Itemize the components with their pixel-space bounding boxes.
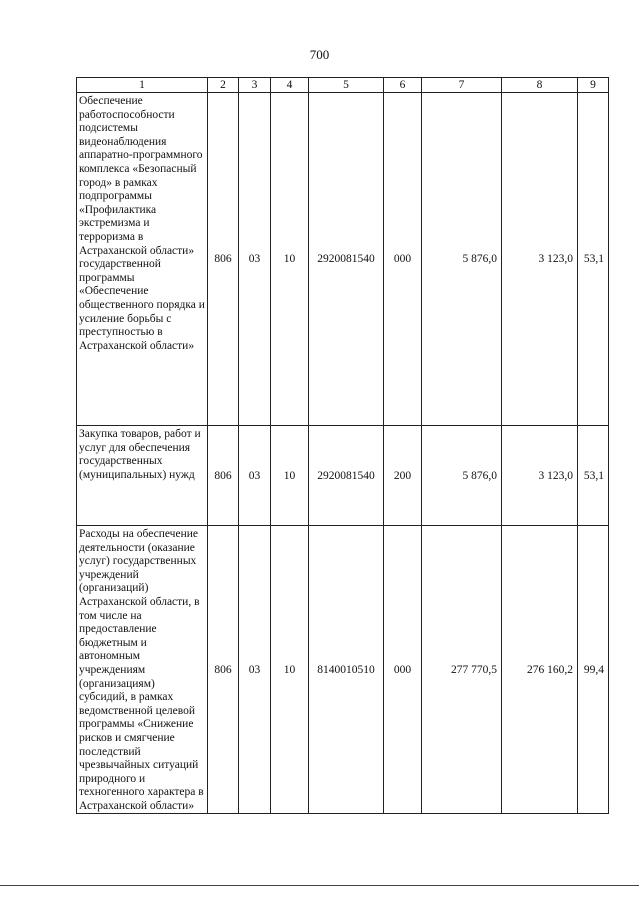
expense-type-code: 000 <box>384 526 422 814</box>
execution-percent: 99,4 <box>578 526 609 814</box>
actual-amount: 3 123,0 <box>502 426 578 526</box>
table-row <box>77 93 609 426</box>
table-header-row <box>77 78 609 93</box>
expense-type-code: 200 <box>384 426 422 526</box>
target-article-code: 2920081540 <box>309 426 384 526</box>
table-row <box>77 426 609 526</box>
planned-amount: 5 876,0 <box>422 426 502 526</box>
execution-percent: 53,1 <box>578 93 609 426</box>
section-code: 03 <box>239 526 271 814</box>
header-cell: 7 <box>422 78 502 93</box>
header-cell: 8 <box>502 78 578 93</box>
header-cell: 3 <box>239 78 271 93</box>
section-code: 03 <box>239 93 271 426</box>
page-bottom-rule <box>0 885 639 886</box>
row-description: Закупка товаров, работ и услуг для обеспечения государственных (муниципальных) нужд <box>77 426 208 526</box>
expense-type-code: 000 <box>384 93 422 426</box>
header-cell: 4 <box>271 78 309 93</box>
header-cell: 5 <box>309 78 384 93</box>
budget-table <box>76 77 609 814</box>
actual-amount: 276 160,2 <box>502 526 578 814</box>
execution-percent: 53,1 <box>578 426 609 526</box>
header-cell: 9 <box>578 78 609 93</box>
page-number: 700 <box>309 47 330 62</box>
row-description: Обеспечение работоспособности подсистемы видеонаблюдения аппаратно-программного комплекса «Безопасный город» в рамках подпрограммы «Профилактика экстремизма и терроризма в Астраханской области» государственной программы «Обеспечение общественного порядка и усиление борьбы с преступностью в Астраханской области» <box>77 93 208 426</box>
subsection-code: 10 <box>271 426 309 526</box>
ministry-code: 806 <box>208 526 239 814</box>
header-cell: 1 <box>77 78 208 93</box>
ministry-code: 806 <box>208 93 239 426</box>
target-article-code: 2920081540 <box>309 93 384 426</box>
subsection-code: 10 <box>271 526 309 814</box>
header-cell: 6 <box>384 78 422 93</box>
table-row <box>77 526 609 814</box>
row-description: Расходы на обеспечение деятельности (оказание услуг) государственных учреждений (организаций) Астраханской области, в том числе на предоставление бюджетным и автономным учреждениям (организациям) субсидий, в рамках ведомственной целевой программы «Снижение рисков и смягчение последствий чрезвычайных ситуаций природного и техногенного характера в Астраханской области» <box>77 526 208 814</box>
actual-amount: 3 123,0 <box>502 93 578 426</box>
section-code: 03 <box>239 426 271 526</box>
subsection-code: 10 <box>271 93 309 426</box>
planned-amount: 5 876,0 <box>422 93 502 426</box>
planned-amount: 277 770,5 <box>422 526 502 814</box>
target-article-code: 8140010510 <box>309 526 384 814</box>
header-cell: 2 <box>208 78 239 93</box>
ministry-code: 806 <box>208 426 239 526</box>
